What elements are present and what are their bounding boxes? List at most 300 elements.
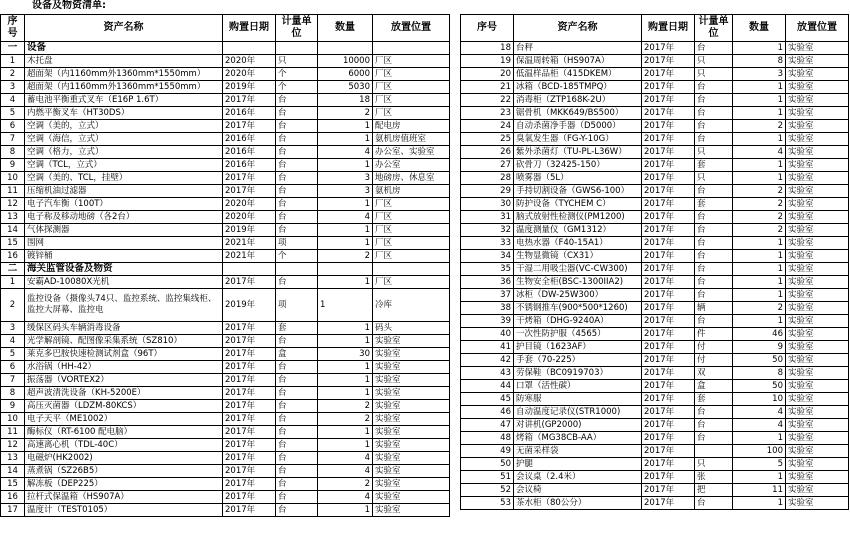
- cell-qty: 1: [733, 159, 786, 172]
- cell-no: 24: [461, 120, 514, 133]
- cell-no: 35: [461, 263, 514, 276]
- cell-no: 9: [1, 400, 25, 413]
- cell-unit: [695, 445, 733, 458]
- cell-location: 实验室: [786, 419, 849, 432]
- cell-unit: 台: [695, 94, 733, 107]
- cell-no: 6: [1, 120, 25, 133]
- cell-no: 19: [461, 55, 514, 68]
- cell-no: 7: [1, 374, 25, 387]
- cell-name: 茶水柜（80公分）: [514, 497, 642, 510]
- cell-no: 17: [1, 504, 25, 517]
- cell-qty: 1: [318, 289, 373, 322]
- cell-location: 氨机房值班室: [373, 133, 450, 146]
- cell-qty: 2: [318, 400, 373, 413]
- cell-no: 7: [1, 133, 25, 146]
- cell-unit: 台: [695, 81, 733, 94]
- table-row: [1, 361, 450, 374]
- cell-no: 4: [1, 94, 25, 107]
- cell-unit: 台: [276, 465, 318, 478]
- cell-date: [223, 42, 276, 55]
- table-row: [1, 276, 450, 289]
- table-row: [461, 185, 849, 198]
- cell-date: 2017年: [223, 452, 276, 465]
- table-row: [461, 328, 849, 341]
- cell-unit: 台: [276, 107, 318, 120]
- cell-location: 实验室: [786, 120, 849, 133]
- cell-date: 2021年: [223, 237, 276, 250]
- table-row: [461, 146, 849, 159]
- table-row: [461, 432, 849, 445]
- cell-unit: 张: [695, 471, 733, 484]
- cell-qty: 4: [318, 452, 373, 465]
- cell-no: 15: [1, 237, 25, 250]
- table-row: [461, 211, 849, 224]
- cell-no: 43: [461, 367, 514, 380]
- cell-qty: 46: [733, 328, 786, 341]
- cell-no: 1: [1, 276, 25, 289]
- cell-date: 2017年: [223, 276, 276, 289]
- header-row: [1, 15, 450, 42]
- cell-name: 手套（70-225）: [514, 354, 642, 367]
- cell-date: 2017年: [642, 224, 695, 237]
- cell-no: 27: [461, 159, 514, 172]
- cell-location: 厂区: [373, 81, 450, 94]
- cell-location: 厂区: [373, 68, 450, 81]
- header-qty: 数量: [733, 15, 786, 42]
- cell-name: 酶标仪（RT-6100 配电脑）: [25, 426, 223, 439]
- cell-name: 防护设备（TYCHEM C）: [514, 198, 642, 211]
- cell-date: 2017年: [642, 146, 695, 159]
- cell-no: 4: [1, 335, 25, 348]
- cell-name: 电热水器（F40-15A1）: [514, 237, 642, 250]
- cell-unit: 台: [276, 224, 318, 237]
- cell-name: 电子汽车衡（100T）: [25, 198, 223, 211]
- cell-name: 空调（格力，立式）: [25, 146, 223, 159]
- table-row: [461, 107, 849, 120]
- cell-unit: 台: [695, 224, 733, 237]
- table-row: [461, 250, 849, 263]
- cell-unit: 台: [276, 426, 318, 439]
- cell-no: 6: [1, 361, 25, 374]
- cell-qty: 2: [733, 302, 786, 315]
- cell-location: 实验室: [373, 413, 450, 426]
- cell-location: 厂区: [373, 276, 450, 289]
- table-row: [1, 81, 450, 94]
- cell-date: 2021年: [223, 250, 276, 263]
- cell-qty: 4: [733, 419, 786, 432]
- cell-no: 37: [461, 289, 514, 302]
- cell-unit: 双: [695, 367, 733, 380]
- cell-date: 2017年: [642, 289, 695, 302]
- cell-date: 2017年: [642, 42, 695, 55]
- cell-name: 电子天平（ME1002）: [25, 413, 223, 426]
- cell-name: 台秤: [514, 42, 642, 55]
- cell-date: 2019年: [223, 81, 276, 94]
- table-row: [461, 315, 849, 328]
- cell-qty: 1: [733, 81, 786, 94]
- cell-name: 压缩机油过滤器: [25, 185, 223, 198]
- cell-location: [373, 263, 450, 276]
- cell-location: 厂区: [373, 94, 450, 107]
- cell-location: 实验室: [786, 133, 849, 146]
- cell-date: 2017年: [642, 484, 695, 497]
- asset-table-left: [0, 14, 450, 517]
- cell-date: 2017年: [642, 315, 695, 328]
- cell-name: 保温周转箱（HS907A）: [514, 55, 642, 68]
- cell-no: 48: [461, 432, 514, 445]
- cell-date: 2016年: [223, 107, 276, 120]
- cell-location: 厂区: [373, 237, 450, 250]
- cell-no: 3: [1, 81, 25, 94]
- cell-name: 电子称及移动地磅（各2台）: [25, 211, 223, 224]
- cell-no: 5: [1, 348, 25, 361]
- cell-location: 实验室: [373, 491, 450, 504]
- cell-qty: 2: [733, 198, 786, 211]
- table-row: [1, 224, 450, 237]
- cell-name: 围网: [25, 237, 223, 250]
- header-unit: 计量单位: [276, 15, 318, 42]
- cell-date: 2017年: [642, 497, 695, 510]
- cell-unit: 台: [695, 406, 733, 419]
- cell-name: 光学解剖镜、配图像采集系统（SZ810）: [25, 335, 223, 348]
- table-row: [1, 322, 450, 335]
- cell-qty: 1: [318, 439, 373, 452]
- cell-location: 实验室: [786, 289, 849, 302]
- cell-location: 实验室: [786, 263, 849, 276]
- cell-date: 2017年: [642, 211, 695, 224]
- cell-name: 会议桌（2.4米）: [514, 471, 642, 484]
- cell-qty: 1: [733, 432, 786, 445]
- cell-unit: 只: [276, 55, 318, 68]
- cell-unit: 台: [695, 497, 733, 510]
- cell-no: 46: [461, 406, 514, 419]
- cell-no: 42: [461, 354, 514, 367]
- cell-name: 监控设备（摄像头74只、监控系统、监控集线柜、监控大屏幕、监控电: [25, 289, 223, 322]
- cell-location: 实验室: [373, 426, 450, 439]
- table-row: [461, 81, 849, 94]
- cell-name: 干烤箱（DHG-9240A）: [514, 315, 642, 328]
- cell-date: 2020年: [223, 55, 276, 68]
- cell-location: 实验室: [786, 237, 849, 250]
- cell-unit: 项: [276, 237, 318, 250]
- table-row: [461, 68, 849, 81]
- cell-date: 2017年: [223, 439, 276, 452]
- cell-location: 实验室: [786, 497, 849, 510]
- header-name: 资产名称: [514, 15, 642, 42]
- cell-no: 30: [461, 198, 514, 211]
- cell-date: 2017年: [223, 322, 276, 335]
- header-name: 资产名称: [25, 15, 223, 42]
- cell-date: 2017年: [642, 250, 695, 263]
- cell-location: 实验室: [786, 172, 849, 185]
- cell-unit: 台: [695, 263, 733, 276]
- cell-location: [373, 42, 450, 55]
- cell-location: 实验室: [373, 361, 450, 374]
- header-row: [461, 15, 849, 42]
- cell-qty: 9: [733, 341, 786, 354]
- cell-date: 2017年: [223, 120, 276, 133]
- cell-unit: 套: [695, 198, 733, 211]
- cell-qty: 10: [733, 393, 786, 406]
- cell-location: 实验室: [373, 465, 450, 478]
- cell-unit: 台: [695, 315, 733, 328]
- cell-name: 生物安全柜(BSC-1300IIA2): [514, 276, 642, 289]
- cell-no: 25: [461, 133, 514, 146]
- cell-qty: 4: [318, 491, 373, 504]
- cell-location: 实验室: [786, 380, 849, 393]
- cell-unit: 项: [276, 289, 318, 322]
- cell-qty: 1: [733, 237, 786, 250]
- table-row: [1, 250, 450, 263]
- cell-name: 振荡器（VORTEX2）: [25, 374, 223, 387]
- section-row: [1, 42, 450, 55]
- table-row: [1, 198, 450, 211]
- cell-unit: 件: [695, 328, 733, 341]
- cell-no: 44: [461, 380, 514, 393]
- cell-qty: 1: [733, 94, 786, 107]
- cell-no: 8: [1, 387, 25, 400]
- table-row: [1, 335, 450, 348]
- cell-location: 实验室: [786, 68, 849, 81]
- cell-qty: 1: [733, 172, 786, 185]
- cell-no: 2: [1, 68, 25, 81]
- table-row: [461, 94, 849, 107]
- cell-qty: 1: [318, 198, 373, 211]
- cell-name: 口罩（活性碳）: [514, 380, 642, 393]
- table-row: [461, 419, 849, 432]
- table-row: [461, 263, 849, 276]
- cell-unit: 台: [695, 419, 733, 432]
- cell-qty: 1: [318, 361, 373, 374]
- cell-unit: 个: [276, 250, 318, 263]
- cell-location: 实验室: [786, 302, 849, 315]
- cell-unit: 台: [276, 361, 318, 374]
- cell-location: 实验室: [786, 484, 849, 497]
- cell-name: 护目镜（1623AF）: [514, 341, 642, 354]
- cell-location: 实验室: [786, 224, 849, 237]
- table-row: [461, 55, 849, 68]
- cell-qty: 18: [318, 94, 373, 107]
- cell-unit: 盒: [276, 348, 318, 361]
- cell-qty: 10000: [318, 55, 373, 68]
- cell-date: 2017年: [642, 302, 695, 315]
- cell-no: 1: [1, 55, 25, 68]
- cell-name: 自动杀菌净手器（D5000）: [514, 120, 642, 133]
- cell-name: 拉杆式保温箱（HS907A）: [25, 491, 223, 504]
- cell-unit: 台: [276, 478, 318, 491]
- cell-date: 2017年: [642, 107, 695, 120]
- cell-date: 2017年: [642, 172, 695, 185]
- cell-name: 水浴锅（HH-42）: [25, 361, 223, 374]
- cell-no: 33: [461, 237, 514, 250]
- cell-location: 实验室: [786, 393, 849, 406]
- cell-unit: 付: [695, 354, 733, 367]
- cell-date: 2017年: [642, 133, 695, 146]
- cell-name: 内燃平衡叉车（HT30DS）: [25, 107, 223, 120]
- cell-name: 冰柜（DW-25W300）: [514, 289, 642, 302]
- cell-date: 2017年: [642, 406, 695, 419]
- cell-date: 2017年: [642, 263, 695, 276]
- cell-location: 厂区: [373, 55, 450, 68]
- cell-qty: 1: [318, 159, 373, 172]
- cell-unit: 台: [276, 120, 318, 133]
- cell-name: 护腿: [514, 458, 642, 471]
- cell-unit: 台: [276, 413, 318, 426]
- cell-unit: 台: [276, 387, 318, 400]
- cell-location: 实验室: [373, 439, 450, 452]
- cell-qty: 50: [733, 354, 786, 367]
- cell-name: 电磁炉(HK2002): [25, 452, 223, 465]
- cell-qty: 1: [733, 133, 786, 146]
- cell-unit: 台: [695, 276, 733, 289]
- cell-name: 木托盘: [25, 55, 223, 68]
- cell-no: 3: [1, 322, 25, 335]
- table-row: [461, 198, 849, 211]
- cell-name: 设备: [25, 42, 223, 55]
- cell-no: 51: [461, 471, 514, 484]
- cell-date: 2017年: [223, 94, 276, 107]
- table-row: [1, 413, 450, 426]
- cell-unit: 只: [695, 146, 733, 159]
- cell-location: 厂区: [373, 198, 450, 211]
- table-row: [1, 68, 450, 81]
- cell-no: 34: [461, 250, 514, 263]
- cell-date: 2017年: [642, 341, 695, 354]
- table-row: [1, 289, 450, 322]
- table-row: [461, 289, 849, 302]
- cell-date: 2017年: [223, 478, 276, 491]
- cell-location: 实验室: [373, 387, 450, 400]
- cell-location: 实验室: [786, 341, 849, 354]
- cell-no: 52: [461, 484, 514, 497]
- cell-location: 办公室: [373, 159, 450, 172]
- cell-unit: 台: [276, 276, 318, 289]
- cell-date: 2017年: [223, 185, 276, 198]
- cell-qty: 3: [318, 185, 373, 198]
- cell-qty: 1: [318, 426, 373, 439]
- cell-location: 实验室: [786, 198, 849, 211]
- cell-location: 配电房: [373, 120, 450, 133]
- cell-location: 实验室: [786, 94, 849, 107]
- cell-unit: 台: [276, 133, 318, 146]
- cell-qty: 4: [318, 465, 373, 478]
- cell-date: 2020年: [223, 198, 276, 211]
- cell-location: 办公室、实验室: [373, 146, 450, 159]
- cell-no: 29: [461, 185, 514, 198]
- cell-name: 空调（美的、TCL，挂壁）: [25, 172, 223, 185]
- table-row: [461, 159, 849, 172]
- cell-name: 手持切割设备（GWS6-100）: [514, 185, 642, 198]
- cell-location: 实验室: [786, 42, 849, 55]
- cell-name: 空调（美的，立式）: [25, 120, 223, 133]
- cell-unit: 台: [276, 400, 318, 413]
- cell-date: 2016年: [223, 159, 276, 172]
- header-date: 购置日期: [223, 15, 276, 42]
- cell-unit: 只: [695, 172, 733, 185]
- cell-name: 蓄电池平衡重式叉车（E16P 1.6T）: [25, 94, 223, 107]
- cell-date: 2017年: [223, 172, 276, 185]
- cell-qty: 1: [733, 250, 786, 263]
- cell-unit: 台: [276, 504, 318, 517]
- cell-qty: 1: [318, 374, 373, 387]
- cell-name: 冰箱（BCD-185TMPQ）: [514, 81, 642, 94]
- cell-name: 防寒服: [514, 393, 642, 406]
- table-row: [461, 42, 849, 55]
- table-row: [1, 133, 450, 146]
- table-row: [1, 211, 450, 224]
- table-row: [1, 400, 450, 413]
- cell-date: 2017年: [642, 419, 695, 432]
- cell-date: 2017年: [642, 237, 695, 250]
- cell-date: [223, 263, 276, 276]
- cell-location: 实验室: [786, 328, 849, 341]
- table-row: [461, 458, 849, 471]
- cell-name: 无菌采样袋: [514, 445, 642, 458]
- cell-qty: 1: [733, 471, 786, 484]
- table-row: [1, 146, 450, 159]
- header-no: 序号: [1, 15, 25, 42]
- cell-unit: 辆: [695, 302, 733, 315]
- cell-date: 2020年: [223, 211, 276, 224]
- cell-location: 实验室: [786, 458, 849, 471]
- cell-location: 实验室: [786, 146, 849, 159]
- cell-date: 2017年: [642, 328, 695, 341]
- cell-name: 烤箱（MG38CB-AA）: [514, 432, 642, 445]
- table-row: [461, 367, 849, 380]
- cell-qty: [318, 42, 373, 55]
- table-row: [1, 348, 450, 361]
- table-row: [461, 302, 849, 315]
- cell-no: 53: [461, 497, 514, 510]
- table-row: [461, 354, 849, 367]
- cell-qty: [318, 263, 373, 276]
- cell-name: 高速离心机（TDL-40C）: [25, 439, 223, 452]
- cell-qty: 8: [733, 55, 786, 68]
- cell-no: 47: [461, 419, 514, 432]
- cell-unit: 台: [695, 120, 733, 133]
- cell-qty: 1: [733, 315, 786, 328]
- cell-unit: 个: [276, 81, 318, 94]
- cell-date: 2017年: [642, 94, 695, 107]
- cell-unit: 台: [276, 185, 318, 198]
- cell-location: 码头: [373, 322, 450, 335]
- table-row: [1, 465, 450, 478]
- table-row: [461, 133, 849, 146]
- cell-name: 超面架（内1160mm外1360mm*1550mm）: [25, 68, 223, 81]
- cell-name: 缓保区码头车辆消毒设备: [25, 322, 223, 335]
- table-row: [461, 276, 849, 289]
- cell-no: 16: [1, 491, 25, 504]
- cell-qty: 3: [733, 68, 786, 81]
- cell-location: 实验室: [786, 471, 849, 484]
- cell-location: 实验室: [373, 478, 450, 491]
- cell-qty: 2: [318, 478, 373, 491]
- cell-qty: 1: [318, 237, 373, 250]
- cell-name: 喷雾器（5L）: [514, 172, 642, 185]
- cell-unit: 台: [276, 491, 318, 504]
- cell-name: 会议椅: [514, 484, 642, 497]
- asset-table-right: [460, 14, 849, 510]
- cell-qty: 100: [733, 445, 786, 458]
- cell-location: 冷库: [373, 289, 450, 322]
- cell-unit: [276, 42, 318, 55]
- table-row: [1, 439, 450, 452]
- cell-no: 26: [461, 146, 514, 159]
- cell-unit: 台: [276, 335, 318, 348]
- cell-date: 2019年: [223, 224, 276, 237]
- cell-unit: 台: [276, 374, 318, 387]
- cell-name: 对讲机(GP2000): [514, 419, 642, 432]
